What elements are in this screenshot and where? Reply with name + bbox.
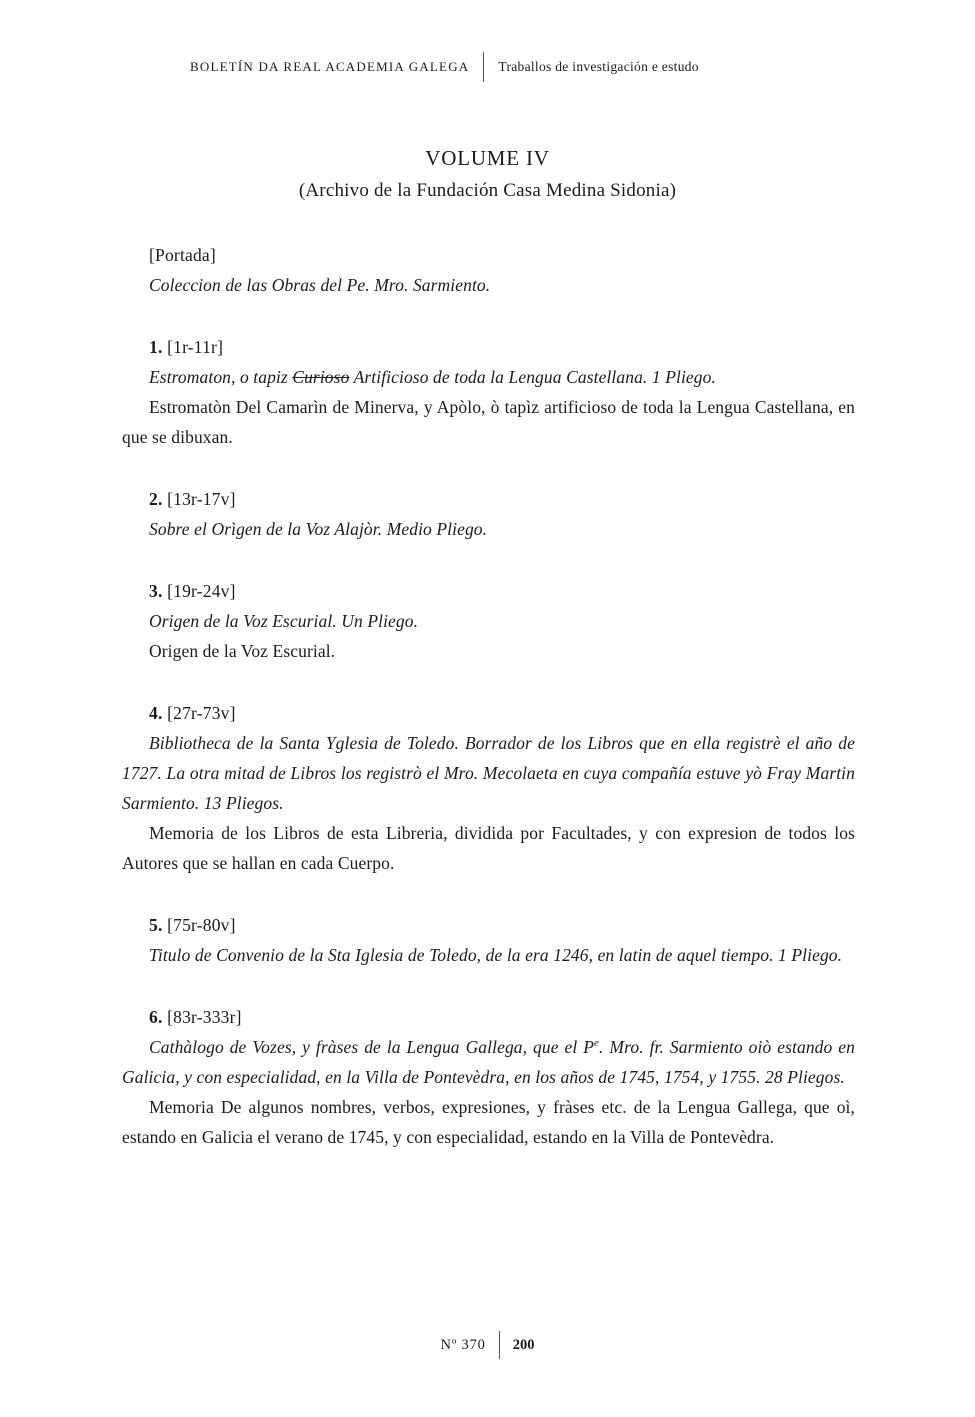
entry-heading: 2. [13r-17v]	[149, 489, 236, 509]
page-number: 200	[512, 1336, 535, 1353]
entry-paragraph: Cathàlogo de Vozes, y fràses de la Lengua Gallega, que el $P^e$. Mro. fr. Sarmiento oiò estando en Galicia, y con especialidad, en la Villa de Pontevèdra, en los años de 1745, 1754, y 1755. 28 Pliegos.	[122, 1037, 855, 1087]
title-block	[0, 146, 975, 202]
entry-paragraph: Coleccion de las Obras del Pe. Mro. Sarmiento.	[149, 275, 491, 295]
entry-heading: 5. [75r-80v]	[149, 915, 236, 935]
journal-title: BOLETÍN DA REAL ACADEMIA GALEGA	[190, 59, 470, 74]
entry-heading: [Portada]	[149, 245, 216, 265]
volume-subtitle: (Archivo de la Fundación Casa Medina Sidonia)	[298, 180, 677, 201]
volume-title: VOLUME IV	[425, 146, 550, 170]
entry-paragraph: Sobre el Orìgen de la Voz Alajòr. Medio Pliego.	[149, 519, 488, 539]
entry-paragraph: Origen de la Voz Escurial. Un Pliego.	[149, 611, 419, 631]
entry-heading: 4. [27r-73v]	[149, 703, 236, 723]
entry	[122, 698, 855, 878]
section-name: Traballos de investigación e estudo	[498, 59, 699, 74]
entry-heading: 6. [83r-333r]	[149, 1007, 242, 1027]
entry-paragraph: Memoria de los Libros de esta Libreria, dividida por Facultades, y con expresion de todos los Autores que se hallan en cada Cuerpo.	[122, 823, 855, 873]
issue-number: Nº 370	[440, 1336, 486, 1353]
entry	[122, 910, 855, 970]
entries	[122, 240, 855, 1152]
header-divider	[483, 52, 484, 82]
entry	[122, 1002, 855, 1152]
entry-paragraph: Estromaton, o tapiz Curioso Artificioso de toda la Lengua Castellana. 1 Pliego.	[149, 367, 716, 387]
entry-paragraph: Titulo de Convenio de la Sta Iglesia de Toledo, de la era 1246, en latin de aquel tiempo. 1 Pliego.	[149, 945, 843, 965]
entry	[122, 240, 855, 300]
entry-heading: 1. [1r-11r]	[149, 337, 224, 357]
entry-paragraph: Bibliotheca de la Santa Yglesia de Toledo. Borrador de los Libros que en ella registrè el año de 1727. La otra mitad de Libros los registrò el Mro. Mecolaeta en cuya compañía estuve yò Fray Martin Sarmiento. 13 Pliegos.	[122, 733, 855, 813]
entry-paragraph: Estromatòn Del Camarìn de Minerva, y Apòlo, ò tapìz artificioso de toda la Lengua Castellana, en que se dibuxan.	[122, 397, 855, 447]
page-header	[190, 52, 699, 82]
page-footer	[0, 1331, 975, 1359]
footer-divider	[499, 1331, 500, 1359]
entry	[122, 484, 855, 544]
entry	[122, 332, 855, 452]
entry-paragraph: Memoria De algunos nombres, verbos, expresiones, y fràses etc. de la Lengua Gallega, que oì, estando en Galicia el verano de 1745, y con especialidad, estando en la Villa de Pontevèdra.	[122, 1097, 855, 1147]
entry-heading: 3. [19r-24v]	[149, 581, 236, 601]
entry-paragraph: Origen de la Voz Escurial.	[149, 641, 336, 661]
entry	[122, 576, 855, 666]
